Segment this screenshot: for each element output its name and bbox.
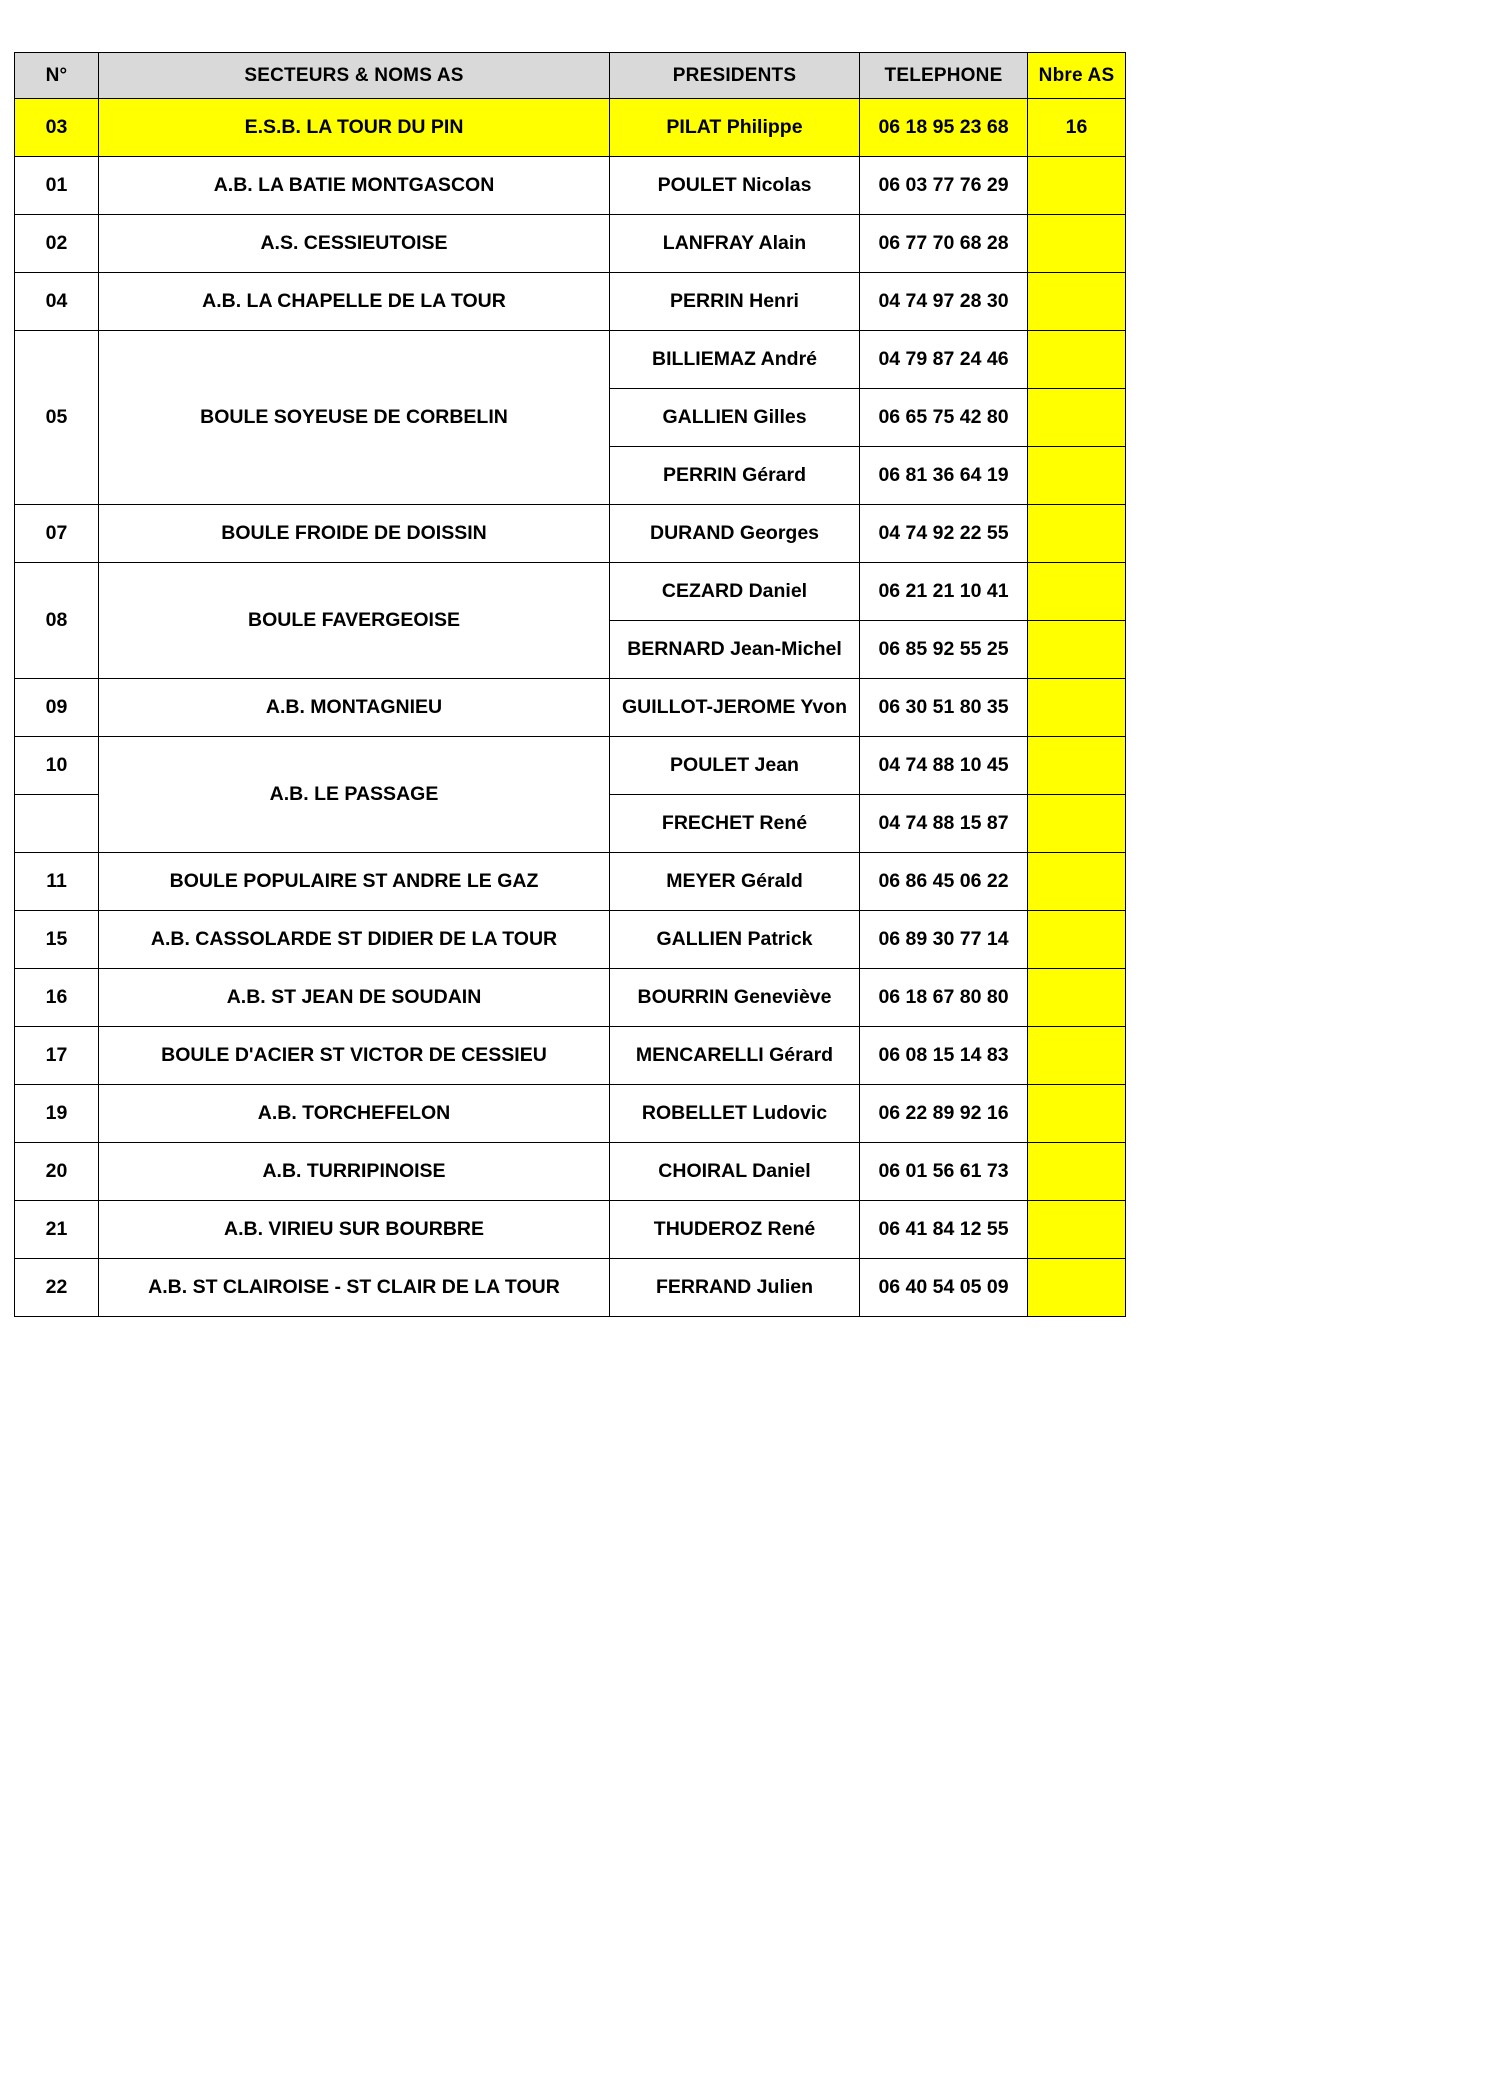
- table-row: [15, 679, 1126, 737]
- cell-num: 08: [15, 563, 99, 679]
- cell-president: GUILLOT-JEROME Yvon: [610, 679, 860, 737]
- column-header-num: N°: [15, 53, 99, 99]
- cell-nbre-as: [1028, 1085, 1126, 1143]
- table-row: [15, 1027, 1126, 1085]
- cell-telephone: 06 40 54 05 09: [860, 1259, 1028, 1317]
- cell-name: BOULE D'ACIER ST VICTOR DE CESSIEU: [99, 1027, 610, 1085]
- cell-president: BOURRIN Geneviève: [610, 969, 860, 1027]
- cell-name: A.B. MONTAGNIEU: [99, 679, 610, 737]
- cell-num: 19: [15, 1085, 99, 1143]
- cell-nbre-as: [1028, 1201, 1126, 1259]
- cell-name: A.B. ST JEAN DE SOUDAIN: [99, 969, 610, 1027]
- cell-nbre-as: [1028, 795, 1126, 853]
- cell-name: A.B. TURRIPINOISE: [99, 1143, 610, 1201]
- cell-president: ROBELLET Ludovic: [610, 1085, 860, 1143]
- cell-president: PILAT Philippe: [610, 99, 860, 157]
- cell-telephone: 06 65 75 42 80: [860, 389, 1028, 447]
- cell-telephone: 04 74 92 22 55: [860, 505, 1028, 563]
- cell-nbre-as: 16: [1028, 99, 1126, 157]
- cell-num: 07: [15, 505, 99, 563]
- cell-president: GALLIEN Gilles: [610, 389, 860, 447]
- cell-telephone: 04 74 97 28 30: [860, 273, 1028, 331]
- cell-telephone: 06 85 92 55 25: [860, 621, 1028, 679]
- table-row: [15, 505, 1126, 563]
- cell-name: E.S.B. LA TOUR DU PIN: [99, 99, 610, 157]
- cell-telephone: 06 03 77 76 29: [860, 157, 1028, 215]
- cell-nbre-as: [1028, 679, 1126, 737]
- table-row: [15, 853, 1126, 911]
- cell-nbre-as: [1028, 563, 1126, 621]
- cell-name: A.B. LA CHAPELLE DE LA TOUR: [99, 273, 610, 331]
- cell-president: GALLIEN Patrick: [610, 911, 860, 969]
- cell-president: FERRAND Julien: [610, 1259, 860, 1317]
- cell-num: 05: [15, 331, 99, 505]
- cell-nbre-as: [1028, 1027, 1126, 1085]
- cell-nbre-as: [1028, 389, 1126, 447]
- cell-telephone: 06 41 84 12 55: [860, 1201, 1028, 1259]
- cell-name: A.B. VIRIEU SUR BOURBRE: [99, 1201, 610, 1259]
- cell-president: BILLIEMAZ André: [610, 331, 860, 389]
- cell-telephone: 06 81 36 64 19: [860, 447, 1028, 505]
- as-directory-table: [14, 52, 1126, 1317]
- cell-telephone: 06 30 51 80 35: [860, 679, 1028, 737]
- cell-telephone: 06 77 70 68 28: [860, 215, 1028, 273]
- cell-nbre-as: [1028, 157, 1126, 215]
- cell-president: BERNARD Jean-Michel: [610, 621, 860, 679]
- cell-num: 01: [15, 157, 99, 215]
- cell-president: CEZARD Daniel: [610, 563, 860, 621]
- cell-president: POULET Jean: [610, 737, 860, 795]
- cell-telephone: 04 79 87 24 46: [860, 331, 1028, 389]
- cell-num: 20: [15, 1143, 99, 1201]
- cell-nbre-as: [1028, 621, 1126, 679]
- cell-name: A.B. CASSOLARDE ST DIDIER DE LA TOUR: [99, 911, 610, 969]
- cell-president: THUDEROZ René: [610, 1201, 860, 1259]
- table-row: [15, 157, 1126, 215]
- cell-name: A.B. TORCHEFELON: [99, 1085, 610, 1143]
- cell-nbre-as: [1028, 1259, 1126, 1317]
- cell-telephone: 06 18 67 80 80: [860, 969, 1028, 1027]
- table-row: [15, 563, 1126, 621]
- cell-name: A.B. ST CLAIROISE - ST CLAIR DE LA TOUR: [99, 1259, 610, 1317]
- cell-nbre-as: [1028, 447, 1126, 505]
- table-row: [15, 215, 1126, 273]
- table-row: [15, 1201, 1126, 1259]
- cell-num: 02: [15, 215, 99, 273]
- cell-telephone: 06 08 15 14 83: [860, 1027, 1028, 1085]
- cell-telephone: 06 01 56 61 73: [860, 1143, 1028, 1201]
- cell-num: 17: [15, 1027, 99, 1085]
- cell-nbre-as: [1028, 331, 1126, 389]
- cell-nbre-as: [1028, 969, 1126, 1027]
- table-row: [15, 1143, 1126, 1201]
- cell-telephone: 06 21 21 10 41: [860, 563, 1028, 621]
- column-header-name: SECTEURS & NOMS AS: [99, 53, 610, 99]
- cell-name: BOULE FROIDE DE DOISSIN: [99, 505, 610, 563]
- table-row: [15, 273, 1126, 331]
- column-header-tel: TELEPHONE: [860, 53, 1028, 99]
- column-header-nbre: Nbre AS: [1028, 53, 1126, 99]
- cell-telephone: 06 18 95 23 68: [860, 99, 1028, 157]
- cell-telephone: 06 89 30 77 14: [860, 911, 1028, 969]
- cell-name: BOULE POPULAIRE ST ANDRE LE GAZ: [99, 853, 610, 911]
- cell-telephone: 06 86 45 06 22: [860, 853, 1028, 911]
- cell-president: CHOIRAL Daniel: [610, 1143, 860, 1201]
- cell-president: FRECHET René: [610, 795, 860, 853]
- cell-num: 09: [15, 679, 99, 737]
- cell-name: A.B. LE PASSAGE: [99, 737, 610, 853]
- cell-num: 11: [15, 853, 99, 911]
- cell-nbre-as: [1028, 1143, 1126, 1201]
- cell-nbre-as: [1028, 911, 1126, 969]
- cell-telephone: 06 22 89 92 16: [860, 1085, 1028, 1143]
- cell-nbre-as: [1028, 215, 1126, 273]
- table-row: [15, 911, 1126, 969]
- cell-telephone: 04 74 88 10 45: [860, 737, 1028, 795]
- column-header-pres: PRESIDENTS: [610, 53, 860, 99]
- cell-num: 16: [15, 969, 99, 1027]
- cell-president: MENCARELLI Gérard: [610, 1027, 860, 1085]
- cell-num: 03: [15, 99, 99, 157]
- cell-nbre-as: [1028, 273, 1126, 331]
- cell-name: A.B. LA BATIE MONTGASCON: [99, 157, 610, 215]
- cell-nbre-as: [1028, 505, 1126, 563]
- cell-president: DURAND Georges: [610, 505, 860, 563]
- table-row-highlight: [15, 99, 1126, 157]
- cell-president: PERRIN Gérard: [610, 447, 860, 505]
- table-row: [15, 1259, 1126, 1317]
- cell-president: PERRIN Henri: [610, 273, 860, 331]
- cell-telephone: 04 74 88 15 87: [860, 795, 1028, 853]
- cell-name: BOULE FAVERGEOISE: [99, 563, 610, 679]
- cell-num: 15: [15, 911, 99, 969]
- cell-num: 10: [15, 737, 99, 795]
- cell-name: A.S. CESSIEUTOISE: [99, 215, 610, 273]
- cell-num: 22: [15, 1259, 99, 1317]
- table-row: [15, 969, 1126, 1027]
- cell-num: 21: [15, 1201, 99, 1259]
- table-row: [15, 331, 1126, 389]
- cell-president: POULET Nicolas: [610, 157, 860, 215]
- cell-num-continuation: [15, 795, 99, 853]
- table-row: [15, 737, 1126, 795]
- cell-nbre-as: [1028, 737, 1126, 795]
- table-body: [15, 53, 1126, 1317]
- cell-president: LANFRAY Alain: [610, 215, 860, 273]
- cell-nbre-as: [1028, 853, 1126, 911]
- cell-president: MEYER Gérald: [610, 853, 860, 911]
- cell-num: 04: [15, 273, 99, 331]
- table-header-row: [15, 53, 1126, 99]
- table-row: [15, 1085, 1126, 1143]
- cell-name: BOULE SOYEUSE DE CORBELIN: [99, 331, 610, 505]
